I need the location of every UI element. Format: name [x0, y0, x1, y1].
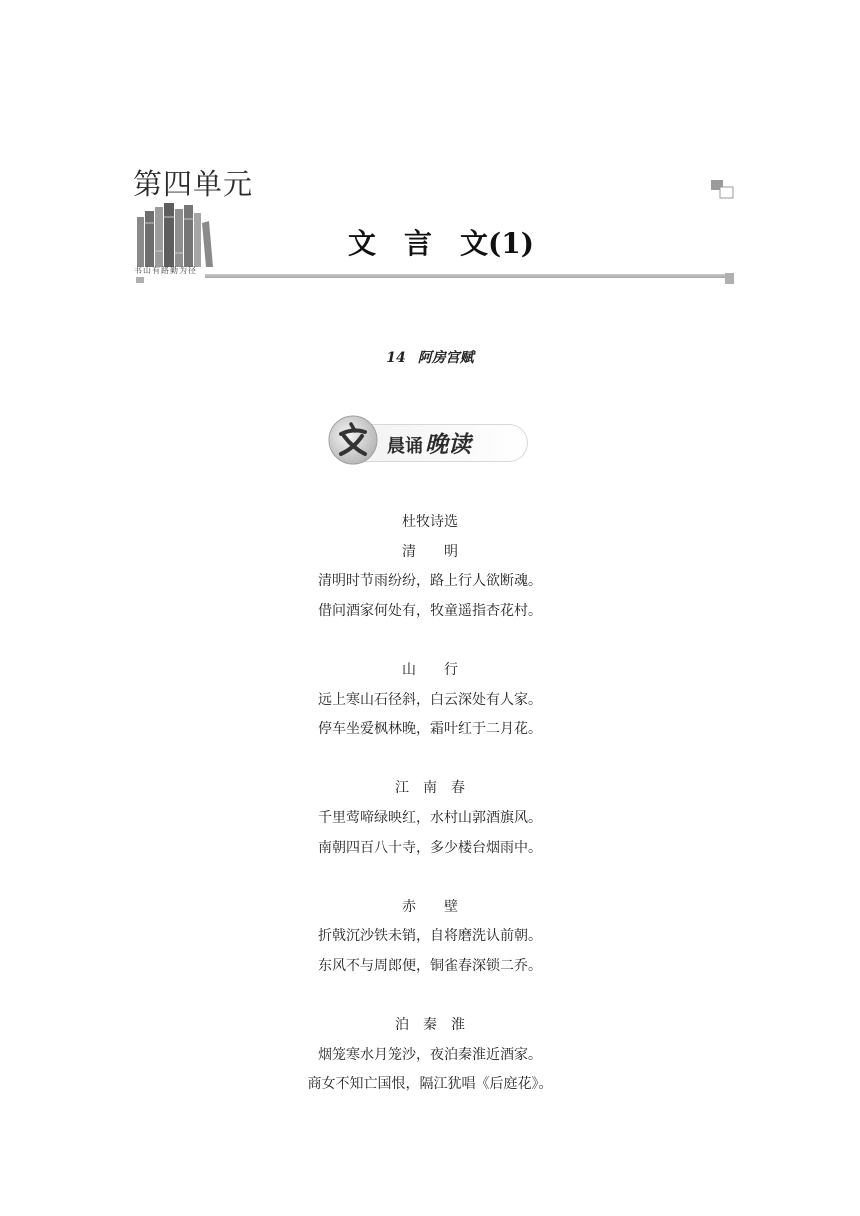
- poem-line: 南朝四百八十寺，多少楼台烟雨中。: [318, 839, 542, 856]
- banner-label-big: 晚读: [425, 431, 471, 458]
- poem-gap: [0, 982, 860, 1012]
- books-caption: 书山有路勤为径: [134, 266, 197, 275]
- banner-label-small: 晨诵: [387, 436, 423, 457]
- header-rule-cap-right: [725, 273, 734, 284]
- poem-line: 千里莺啼绿映红，水村山郭酒旗风。: [318, 809, 542, 826]
- corner-squares-icon: [711, 180, 735, 200]
- wen-emblem-icon: [327, 414, 379, 466]
- poem-gap: [0, 626, 860, 656]
- poem-title: 清 明: [402, 543, 458, 560]
- poem-line: 清明时节雨纷纷，路上行人欲断魂。: [318, 573, 542, 590]
- lesson-title: [0, 351, 860, 365]
- morning-reading-banner: [327, 414, 532, 470]
- header-rule: [205, 274, 729, 278]
- books-icon: [135, 203, 213, 267]
- header-rule-cap-left: [136, 277, 144, 283]
- poem-line: 商女不知亡国恨，隔江犹唱《后庭花》。: [307, 1076, 553, 1093]
- poem-gap: [0, 863, 860, 893]
- poem-line: 烟笼寒水月笼沙，夜泊秦淮近酒家。: [318, 1046, 542, 1063]
- poem-line: 借问酒家何处有，牧童遥指杏花村。: [318, 602, 542, 619]
- banner-label: [387, 433, 471, 456]
- section-title: 文 言 文(1): [348, 227, 534, 260]
- poem-line: 东风不与周郎便，铜雀春深锁二乔。: [318, 957, 542, 974]
- poem-line: 停车坐爱枫林晚，霜叶红于二月花。: [318, 721, 542, 738]
- lesson-name: 阿房宫赋: [417, 350, 474, 366]
- poem-title: 山 行: [402, 661, 458, 678]
- unit-title: 第四单元: [133, 167, 254, 201]
- poem-gap: [0, 745, 860, 775]
- lesson-number: 14: [386, 350, 406, 366]
- poem-title: 赤 壁: [402, 898, 458, 915]
- poem-collection: [0, 508, 860, 1100]
- collection-title: 杜牧诗选: [402, 514, 458, 530]
- poem-line: 远上寒山石径斜，白云深处有人家。: [318, 691, 542, 708]
- poem-title: 江 南 春: [395, 780, 465, 797]
- poem-title: 泊 秦 淮: [395, 1017, 465, 1034]
- poem-line: 折戟沉沙铁未销，自将磨洗认前朝。: [318, 928, 542, 945]
